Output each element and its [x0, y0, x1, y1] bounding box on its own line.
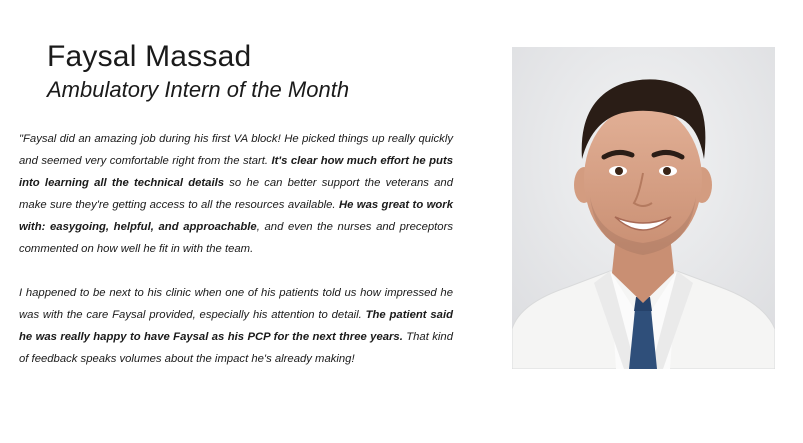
- testimonial-quote: [19, 128, 453, 370]
- portrait-illustration: [512, 47, 775, 369]
- quote-segment: so he can better support the veterans and make sure they're getting access to all the resources available.: [19, 177, 453, 211]
- quote-segment: "Faysal did an amazing job during his first VA block! He picked things up really quickly and seemed very comfortable right from the start.: [19, 133, 453, 167]
- quote-paragraph-1: [19, 128, 453, 260]
- quote-segment: , and even the nurses and preceptors commented on how well he fit in with the team.: [19, 221, 453, 255]
- quote-segment: That kind of feedback speaks volumes about the impact he's already making!: [19, 331, 453, 365]
- quote-segment-bold: The patient said he was really happy to have Faysal as his PCP for the next three years.: [19, 309, 453, 343]
- portrait-photo: [512, 47, 775, 369]
- award-title: Ambulatory Intern of the Month: [47, 77, 350, 102]
- person-name: Faysal Massad: [47, 40, 252, 73]
- quote-paragraph-2: [19, 282, 453, 370]
- quote-segment-bold: He was great to work with: easygoing, helpful, and approachable: [19, 199, 453, 233]
- quote-segment: I happened to be next to his clinic when one of his patients told us how impressed he was with the care Faysal provided, especially his attention to detail.: [19, 287, 453, 321]
- quote-segment-bold: It's clear how much effort he puts into learning all the technical details: [19, 155, 453, 189]
